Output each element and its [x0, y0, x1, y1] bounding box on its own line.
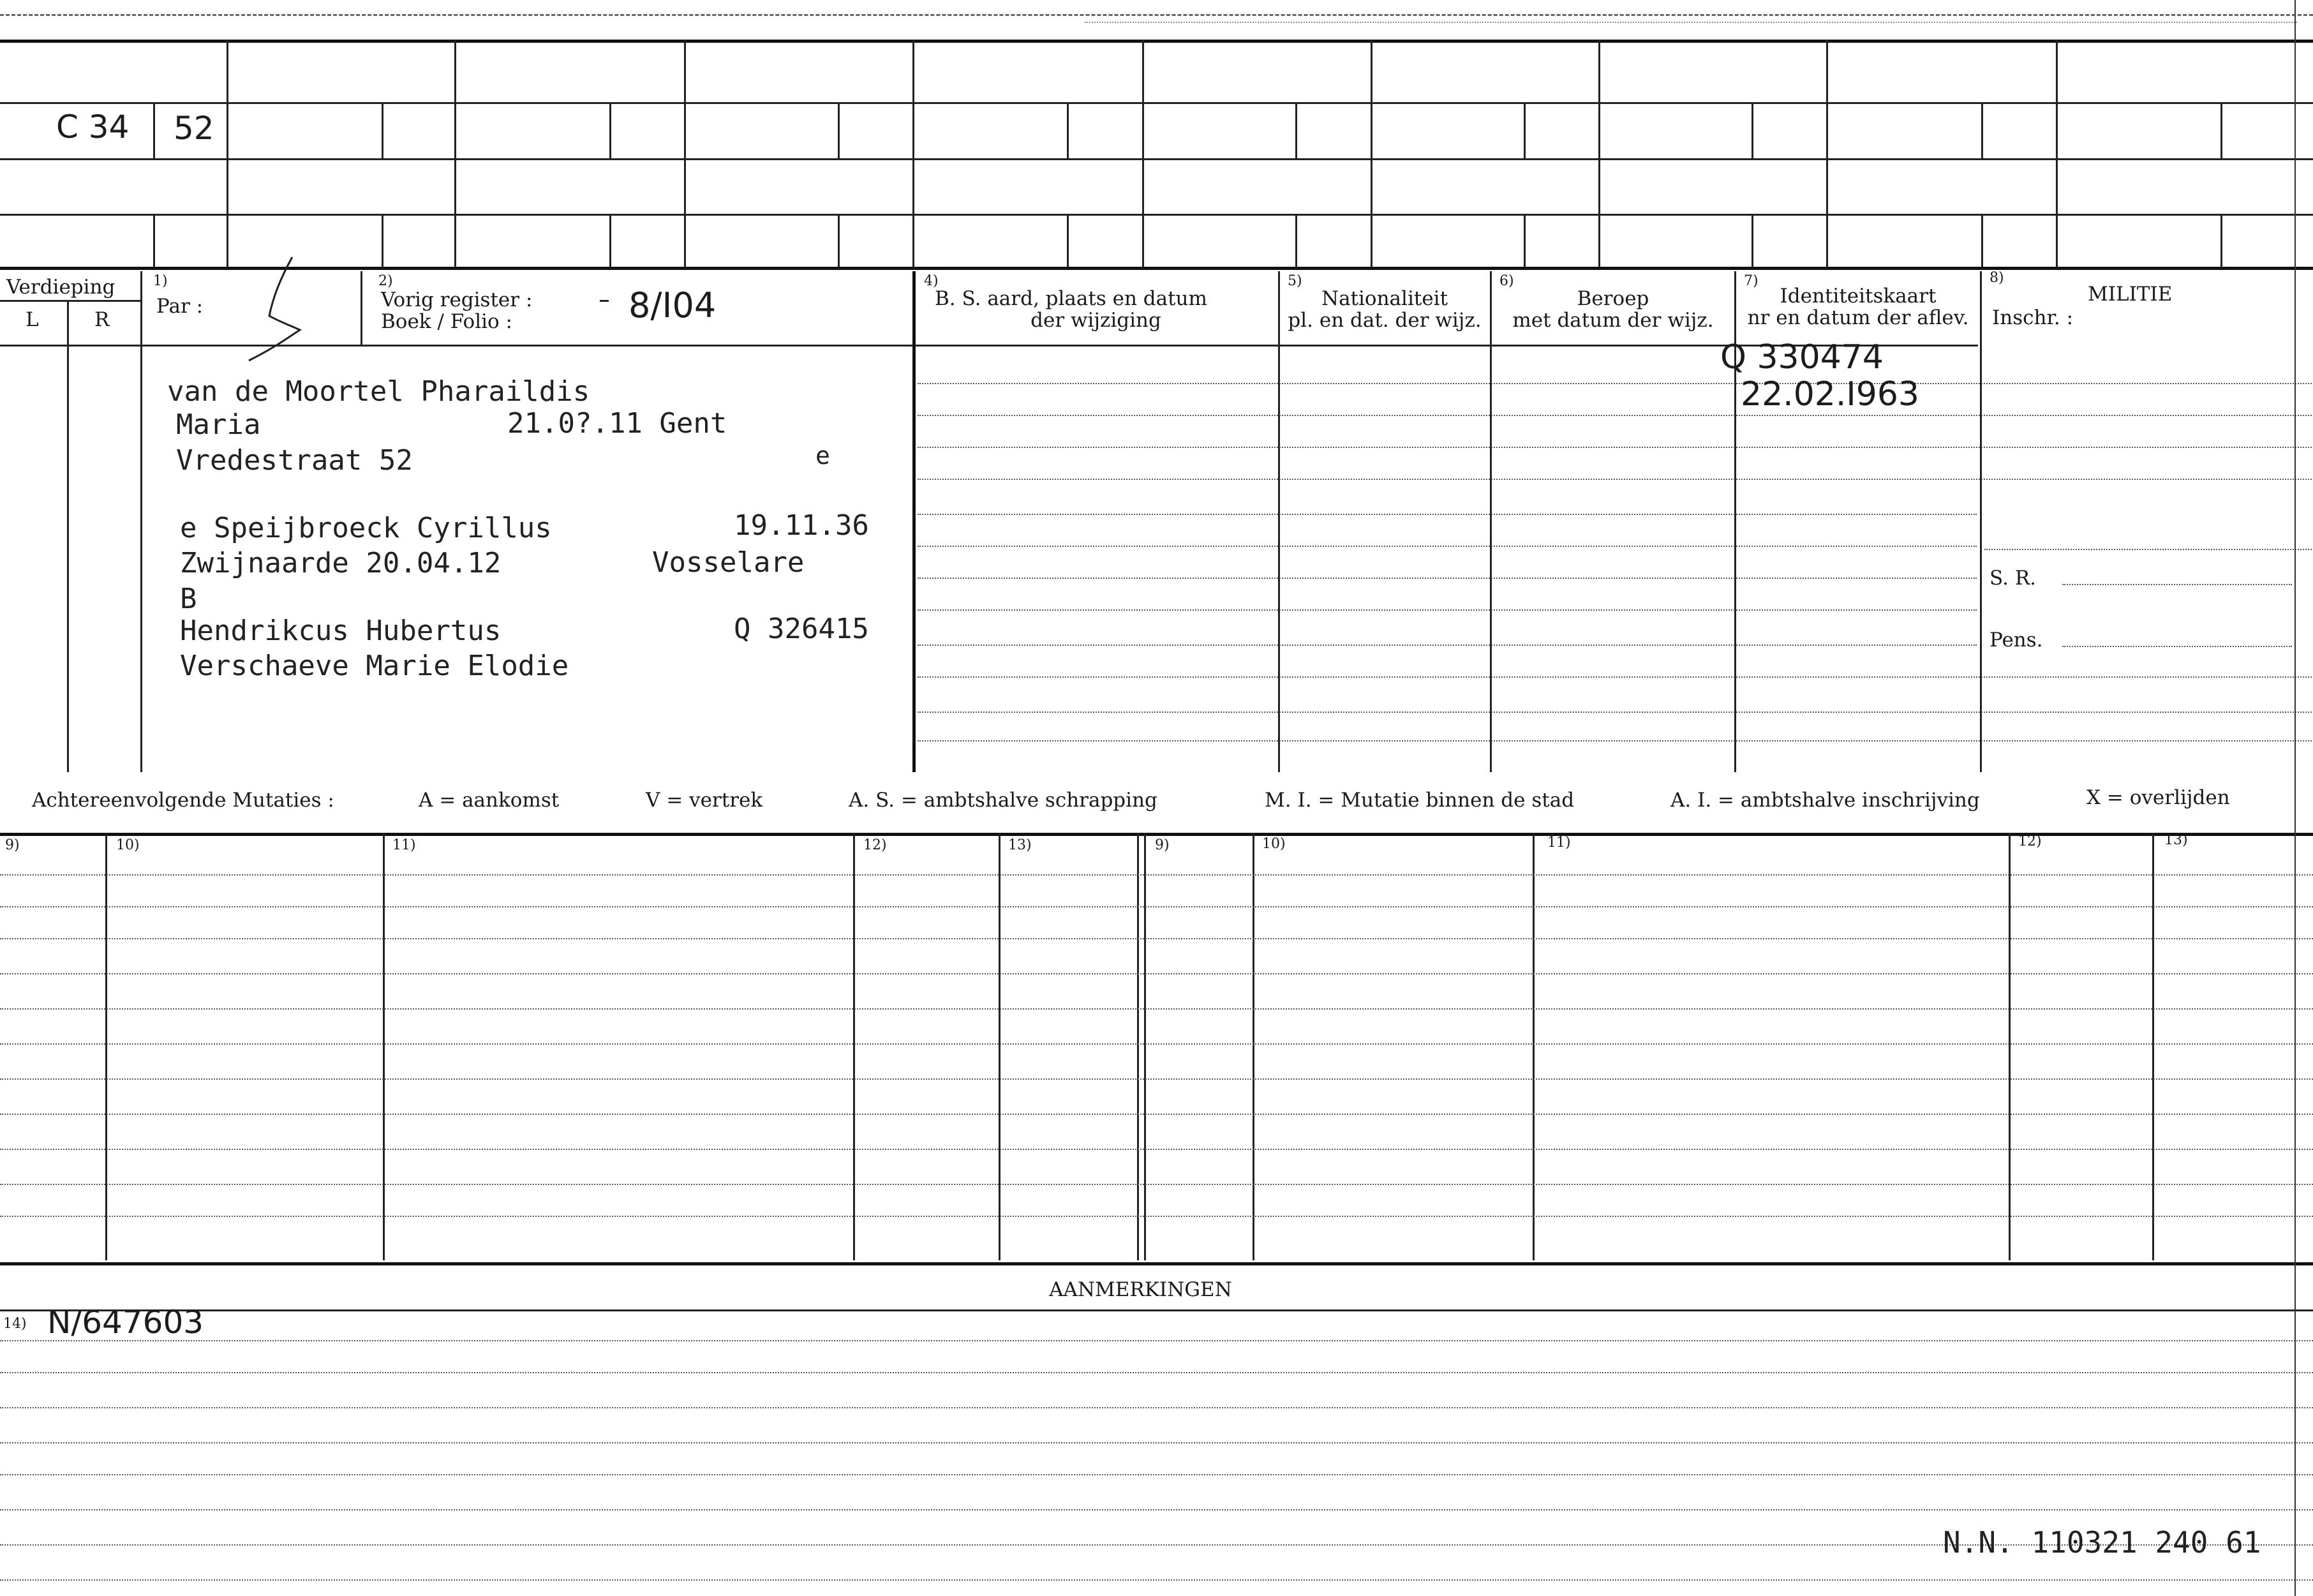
verdieping-left: L [26, 308, 39, 331]
mutations-title: Achtereenvolgende Mutaties : [32, 789, 334, 812]
remarks-value: N/647603 [47, 1304, 204, 1341]
top-edge [0, 14, 2313, 16]
col8-title: MILITIE [2088, 283, 2173, 306]
col6-num: 6) [1499, 273, 1514, 289]
remarks-rule [0, 1309, 2313, 1311]
mut-left-col9: 9) [5, 837, 20, 853]
col2-dash [600, 300, 609, 302]
footer-national-number: N.N. 110321 240 61 [1943, 1525, 2261, 1560]
col5-line2: pl. en dat. der wijz. [1288, 309, 1482, 332]
col2-value: 8/I04 [628, 285, 717, 325]
person-line6: B [180, 583, 197, 615]
remarks-num: 14) [3, 1316, 27, 1332]
person-line4-name: e Speijbroeck Cyrillus [180, 512, 552, 544]
mut-right-col10: 10) [1262, 836, 1286, 852]
mut-right-col12: 12) [2018, 833, 2042, 849]
mut-right-col11: 11) [1547, 835, 1571, 851]
person-line2-date: 21.0?.11 Gent [507, 407, 727, 440]
verdieping-title: Verdieping [6, 276, 115, 299]
col7-line2: nr en datum der aflev. [1747, 306, 1969, 329]
remarks-title: AANMERKINGEN [1049, 1278, 1232, 1301]
col6-line2: met datum der wijz. [1512, 309, 1714, 332]
col8-num: 8) [1989, 270, 2004, 286]
person-line5-place: Zwijnaarde 20.04.12 [180, 547, 502, 579]
mutation-legend-mi: M. I. = Mutatie binnen de stad [1265, 789, 1575, 812]
col8-sr: S. R. [1989, 567, 2037, 590]
col8-pens: Pens. [1989, 629, 2043, 652]
top-grid-code: C 34 [56, 108, 130, 145]
mutation-legend-as: A. S. = ambtshalve schrapping [849, 789, 1157, 812]
person-line5-place2: Vosselare [652, 546, 805, 579]
person-line1: van de Moortel Pharaildis [167, 375, 590, 408]
col8-inschr: Inschr. : [1992, 306, 2074, 329]
col7-num: 7) [1744, 273, 1759, 289]
mutation-legend-x: X = overlijden [2086, 786, 2230, 809]
col2-line1: Vorig register : [381, 288, 533, 311]
col7-line1: Identiteitskaart [1780, 285, 1937, 308]
col5-num: 5) [1288, 273, 1302, 289]
signature-mark [242, 252, 319, 367]
col4-line1: B. S. aard, plaats en datum [935, 287, 1207, 310]
mutation-legend-ai: A. I. = ambtshalve inschrijving [1670, 789, 1980, 812]
col1-num: 1) [153, 273, 168, 289]
col4-line2: der wijziging [1030, 309, 1161, 332]
col2-num: 2) [378, 273, 393, 289]
identity-number: Q 330474 [1720, 338, 1884, 377]
mut-left-col11: 11) [392, 837, 416, 853]
col1-label: Par : [156, 295, 204, 318]
mut-left-col10: 10) [116, 837, 140, 853]
mut-right-col9: 9) [1155, 837, 1170, 853]
person-line7-id: Q 326415 [734, 613, 869, 645]
col8-pens-dots [2062, 646, 2292, 647]
mut-left-col13: 13) [1008, 837, 1032, 853]
col5-line1: Nationaliteit [1321, 287, 1448, 310]
right-edge [2294, 0, 2296, 1596]
person-line3-mark: e [815, 442, 830, 470]
verdieping-right: R [94, 308, 110, 331]
person-line4-date: 19.11.36 [734, 509, 869, 542]
identity-date: 22.02.I963 [1741, 375, 1919, 414]
mut-left-col12: 12) [863, 837, 887, 853]
col4-num: 4) [924, 273, 939, 289]
col2-line2: Boek / Folio : [381, 310, 512, 333]
col8-sr-dots [2062, 584, 2292, 585]
mut-right-col13: 13) [2164, 832, 2188, 848]
person-line7-name: Hendrikcus Hubertus [180, 615, 502, 647]
top-edge-2 [1085, 22, 2297, 23]
person-line2-name: Maria [176, 408, 261, 441]
person-line3: Vredestraat 52 [176, 444, 413, 477]
col6-line1: Beroep [1577, 287, 1649, 310]
mutation-legend-a: A = aankomst [419, 789, 560, 812]
top-grid-number: 52 [174, 110, 214, 147]
person-line8: Verschaeve Marie Elodie [180, 650, 569, 682]
mutation-legend-v: V = vertrek [646, 789, 763, 812]
